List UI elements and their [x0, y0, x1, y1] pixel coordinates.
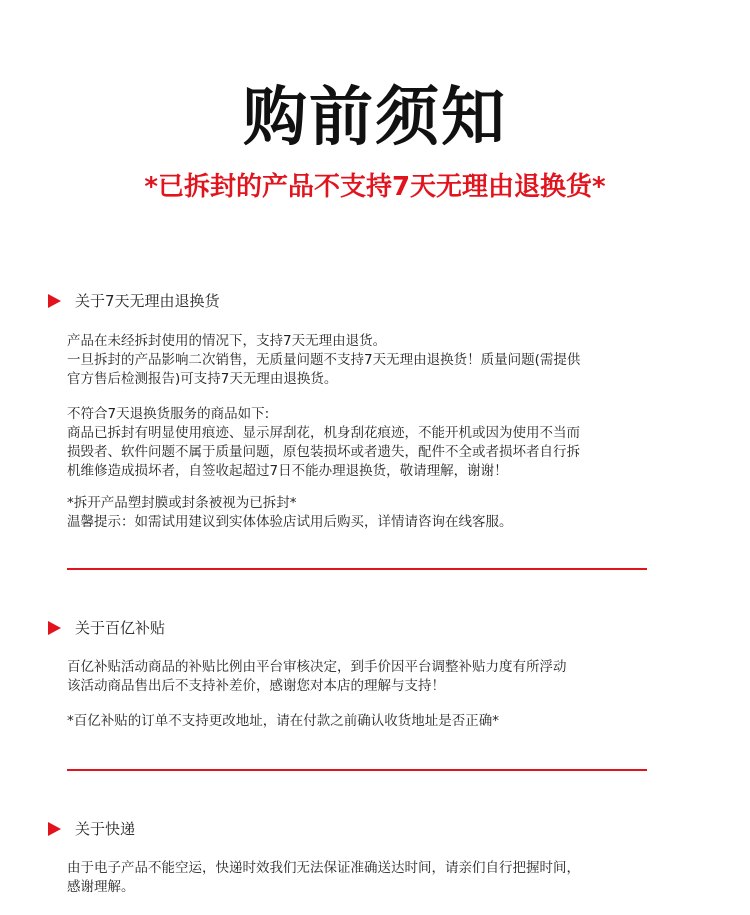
section-heading-returns: [48, 290, 220, 312]
text-line: 损毁者、软件问题不属于质量问题，原包装损坏或者遗失，配件不全或者损坏者自行拆: [67, 444, 580, 460]
triangle-bullet-icon: [48, 294, 61, 308]
returns-paragraph-2: [67, 405, 667, 481]
text-line: 官方售后检测报告)可支持7天无理由退换货。: [67, 371, 338, 387]
text-line: 百亿补贴活动商品的补贴比例由平台审核决定，到手价因平台调整补贴力度有所浮动: [67, 659, 567, 675]
subsidy-paragraph-1: [67, 658, 667, 696]
section-divider: [67, 568, 647, 570]
text-line: 不符合7天退换货服务的商品如下:: [67, 406, 270, 422]
returns-paragraph-3: [67, 494, 667, 532]
triangle-bullet-icon: [48, 822, 61, 836]
section-divider: [67, 769, 647, 771]
returns-paragraph-1: [67, 332, 667, 389]
text-line: 商品已拆封有明显使用痕迹、显示屏刮花，机身刮花痕迹，不能开机或因为使用不当而: [67, 425, 580, 441]
triangle-bullet-icon: [48, 621, 61, 635]
text-line: 一旦拆封的产品影响二次销售，无质量问题不支持7天无理由退换货！质量问题(需提供: [67, 352, 581, 368]
section-heading-shipping: [48, 818, 135, 840]
page-subtitle-notice: *已拆封的产品不支持7天无理由退换货*: [144, 172, 606, 202]
text-line: 该活动商品售出后不支持补差价，感谢您对本店的理解与支持！: [67, 678, 445, 694]
section-heading-subsidy: [48, 617, 165, 639]
text-line: 温馨提示：如需试用建议到实体体验店试用后购买，详情请咨询在线客服。: [67, 514, 513, 530]
text-line: *百亿补贴的订单不支持更改地址，请在付款之前确认收货地址是否正确*: [67, 713, 499, 729]
page-title: 购前须知: [243, 81, 507, 155]
subsidy-paragraph-2: [67, 712, 667, 731]
shipping-paragraph-1: [67, 859, 667, 897]
text-line: 由于电子产品不能空运，快递时效我们无法保证准确送达时间，请亲们自行把握时间，: [67, 860, 580, 876]
section-heading-text: 关于快递: [75, 820, 136, 838]
section-heading-text: 关于百亿补贴: [75, 619, 166, 637]
text-line: 机维修造成损坏者，自签收起超过7日不能办理退换货，敬请理解，谢谢！: [67, 463, 508, 479]
text-line: *拆开产品塑封膜或封条被视为已拆封*: [67, 495, 297, 511]
text-line: 感谢理解。: [67, 879, 135, 895]
text-line: 产品在未经拆封使用的情况下，支持7天无理由退货。: [67, 333, 387, 349]
section-heading-text: 关于7天无理由退换货: [75, 292, 220, 310]
